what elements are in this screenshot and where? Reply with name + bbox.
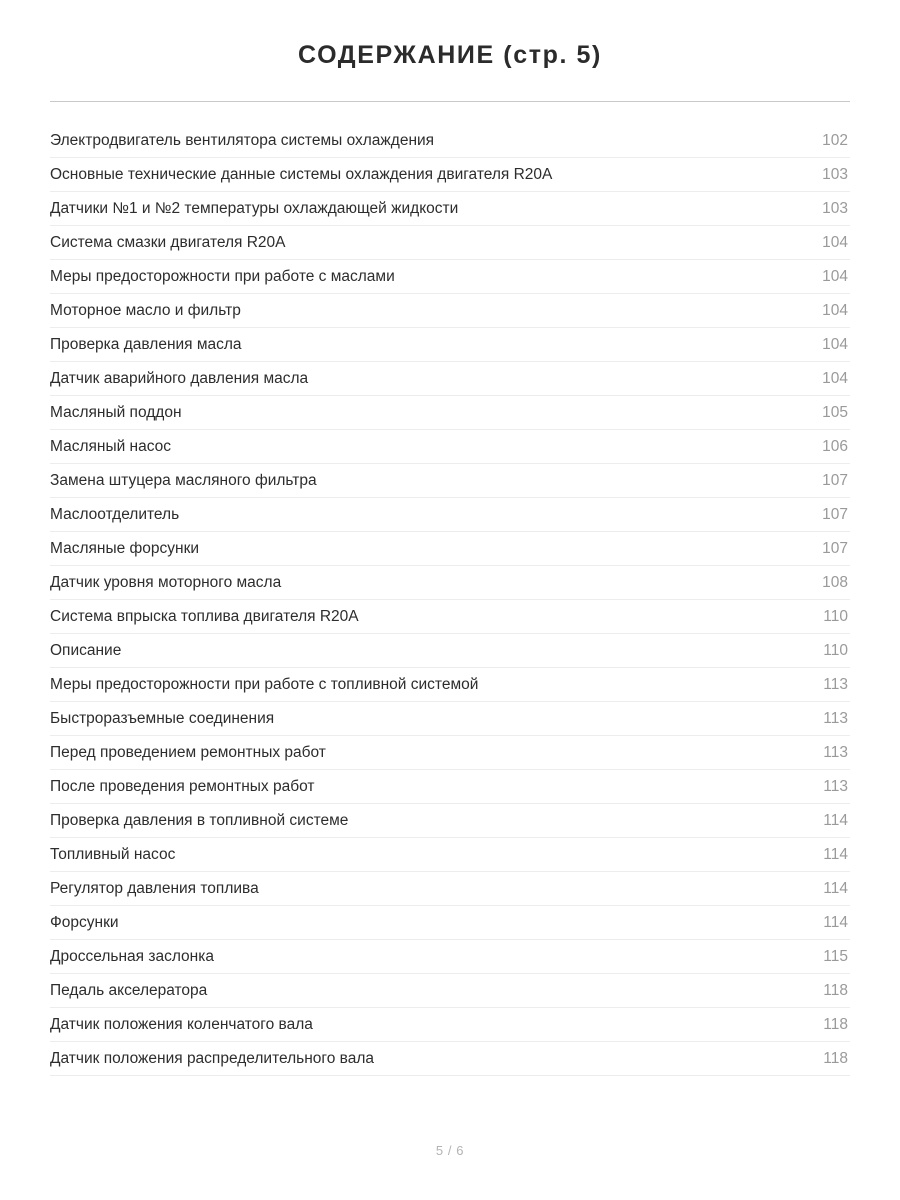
toc-entry-title: Замена штуцера масляного фильтра — [50, 472, 317, 490]
toc-entry-title: Масляные форсунки — [50, 540, 200, 558]
toc-entry[interactable] — [50, 668, 850, 702]
toc-entry-page-number: 114 — [823, 880, 848, 898]
toc-entry-title: Меры предосторожности при работе с топливной системой — [50, 676, 479, 694]
toc-entry-page-number: 113 — [823, 676, 848, 694]
toc-entry-page-number: 104 — [822, 336, 848, 354]
table-of-contents — [50, 124, 850, 1076]
toc-entry-title: Система смазки двигателя R20A — [50, 234, 286, 252]
toc-entry-title: Моторное масло и фильтр — [50, 302, 241, 320]
toc-entry[interactable] — [50, 532, 850, 566]
toc-entry[interactable] — [50, 1042, 850, 1076]
toc-entry-page-number: 114 — [823, 846, 848, 864]
page-title: СОДЕРЖАНИЕ (стр. 5) — [298, 41, 602, 69]
toc-entry-title: Регулятор давления топлива — [50, 880, 259, 898]
page-footer: 5 / 6 — [435, 1143, 465, 1158]
toc-entry-page-number: 115 — [823, 948, 848, 966]
toc-entry-page-number: 104 — [822, 234, 848, 252]
toc-entry[interactable] — [50, 736, 850, 770]
toc-entry[interactable] — [50, 702, 850, 736]
toc-entry-title: После проведения ремонтных работ — [50, 778, 315, 796]
toc-entry-page-number: 118 — [823, 1050, 848, 1068]
toc-entry[interactable] — [50, 634, 850, 668]
toc-entry-page-number: 110 — [823, 642, 848, 660]
toc-entry-page-number: 113 — [823, 778, 848, 796]
toc-entry-title: Меры предосторожности при работе с маслами — [50, 268, 395, 286]
toc-entry-title: Педаль акселератора — [50, 982, 208, 1000]
toc-entry-title: Датчик положения распределительного вала — [50, 1050, 374, 1068]
toc-entry-page-number: 113 — [823, 710, 848, 728]
toc-entry-page-number: 113 — [823, 744, 848, 762]
toc-entry-page-number: 104 — [822, 268, 848, 286]
toc-entry[interactable] — [50, 226, 850, 260]
toc-entry[interactable] — [50, 498, 850, 532]
toc-entry-page-number: 103 — [822, 200, 848, 218]
toc-entry-title: Датчик уровня моторного масла — [50, 574, 282, 592]
toc-entry[interactable] — [50, 974, 850, 1008]
toc-entry-page-number: 105 — [822, 404, 848, 422]
toc-entry[interactable] — [50, 906, 850, 940]
toc-entry-title: Форсунки — [50, 914, 119, 932]
toc-entry-page-number: 118 — [823, 1016, 848, 1034]
toc-entry-title: Маслоотделитель — [50, 506, 180, 524]
toc-entry-page-number: 106 — [822, 438, 848, 456]
toc-entry[interactable] — [50, 838, 850, 872]
toc-entry-title: Дроссельная заслонка — [50, 948, 214, 966]
toc-entry-page-number: 107 — [822, 472, 848, 490]
toc-entry[interactable] — [50, 430, 850, 464]
toc-entry-title: Основные технические данные системы охлаждения двигателя R20A — [50, 166, 553, 184]
toc-entry-page-number: 107 — [822, 540, 848, 558]
toc-entry[interactable] — [50, 328, 850, 362]
toc-entry[interactable] — [50, 770, 850, 804]
toc-entry-page-number: 114 — [823, 812, 848, 830]
toc-entry-page-number: 110 — [823, 608, 848, 626]
toc-entry-title: Проверка давления в топливной системе — [50, 812, 349, 830]
toc-entry-page-number: 103 — [822, 166, 848, 184]
toc-entry-page-number: 104 — [822, 370, 848, 388]
toc-entry[interactable] — [50, 600, 850, 634]
toc-entry[interactable] — [50, 294, 850, 328]
toc-entry-title: Перед проведением ремонтных работ — [50, 744, 326, 762]
toc-entry-title: Датчик аварийного давления масла — [50, 370, 309, 388]
toc-entry-page-number: 104 — [822, 302, 848, 320]
toc-entry-title: Масляный насос — [50, 438, 172, 456]
toc-entry[interactable] — [50, 804, 850, 838]
toc-entry-title: Проверка давления масла — [50, 336, 242, 354]
toc-entry[interactable] — [50, 566, 850, 600]
toc-entry[interactable] — [50, 260, 850, 294]
toc-entry[interactable] — [50, 396, 850, 430]
toc-entry[interactable] — [50, 940, 850, 974]
toc-entry-page-number: 118 — [823, 982, 848, 1000]
toc-entry-title: Система впрыска топлива двигателя R20A — [50, 608, 359, 626]
toc-entry[interactable] — [50, 872, 850, 906]
toc-entry[interactable] — [50, 362, 850, 396]
toc-entry[interactable] — [50, 192, 850, 226]
toc-entry-title: Масляный поддон — [50, 404, 182, 422]
toc-entry-title: Топливный насос — [50, 846, 176, 864]
toc-entry[interactable] — [50, 464, 850, 498]
toc-entry[interactable] — [50, 1008, 850, 1042]
toc-entry-title: Быстроразъемные соединения — [50, 710, 275, 728]
toc-entry-title: Электродвигатель вентилятора системы охлаждения — [50, 132, 435, 150]
toc-entry-page-number: 102 — [822, 132, 848, 150]
toc-entry-title: Датчики №1 и №2 температуры охлаждающей жидкости — [50, 200, 459, 218]
toc-entry-page-number: 114 — [823, 914, 848, 932]
toc-entry-title: Датчик положения коленчатого вала — [50, 1016, 313, 1034]
toc-entry-title: Описание — [50, 642, 122, 660]
title-divider — [50, 101, 850, 102]
toc-entry[interactable] — [50, 158, 850, 192]
toc-entry[interactable] — [50, 124, 850, 158]
toc-entry-page-number: 107 — [822, 506, 848, 524]
toc-entry-page-number: 108 — [822, 574, 848, 592]
